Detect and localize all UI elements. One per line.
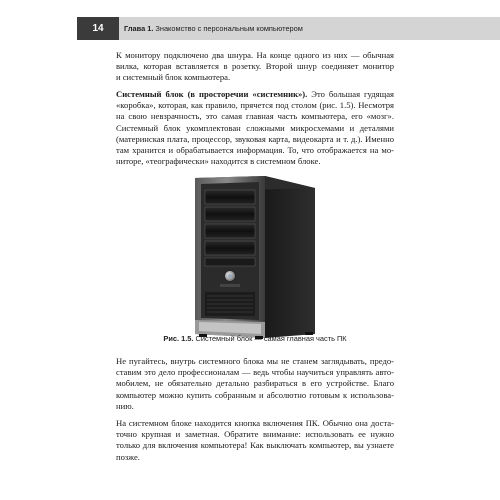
text-line: (материнская плата, процессор, звуковая карта, видеокарта и т. д.). Именно bbox=[116, 133, 394, 144]
text-line: Системный блок укомплектован сложными микросхемами и деталями bbox=[116, 122, 394, 133]
text-line: на свою невзрачность, это самая главная часть компьютера, его «мозг». bbox=[116, 111, 394, 122]
text-line: там хранится и обрабатывается информация. То, что отображается на мо- bbox=[116, 145, 394, 156]
text-line: «коробка», которая, как правило, прячется под столом (рис. 1.5). Несмотря bbox=[116, 100, 394, 111]
paragraph-power-button bbox=[116, 418, 394, 463]
text-line: ниторе, «теографически» находится в системном блоке. bbox=[116, 156, 321, 167]
text-line: К монитору подключено два шнура. На конце одного из них — обычная bbox=[116, 50, 394, 60]
text-line: точно крупная и заметная. Обратите внимание: использовать ее нужно bbox=[116, 429, 394, 440]
text-line: только для включения компьютера! Как выключать компьютер, вы узнаете bbox=[116, 440, 394, 451]
text-line: На системном блоке находится кнопка включения ПК. Обычно она доста- bbox=[116, 418, 394, 428]
figure-caption bbox=[116, 334, 394, 343]
figure-system-unit bbox=[185, 170, 325, 342]
paragraph-system-unit bbox=[116, 89, 394, 167]
text-line: Не пугайтесь, внутрь системного блока мы не станем заглядывать, предо- bbox=[116, 356, 394, 366]
running-header-title bbox=[124, 17, 303, 40]
figure-caption-text: Системный блок — самая главная часть ПК bbox=[195, 334, 347, 343]
chapter-title: Знакомство с персональным компьютером bbox=[155, 24, 303, 33]
text-line bbox=[116, 89, 394, 100]
paragraph-monitor-cables bbox=[116, 50, 394, 84]
text-line: компьютер можно купить собранным и абсолютно готовым к использова- bbox=[116, 389, 394, 400]
text-line: позже. bbox=[116, 451, 140, 462]
page-number: 14 bbox=[77, 17, 119, 40]
paragraph-dont-worry bbox=[116, 356, 394, 412]
paragraph-lead: Системный блок (в просторечии «системник»). bbox=[116, 89, 308, 99]
text-line: ставим это дело профессионалам — ведь чтобы научиться управлять авто- bbox=[116, 367, 394, 378]
text-line: мобилем, не обязательно детально разбираться в его устройстве. Благо bbox=[116, 378, 394, 389]
text-line: и системный блок компьютера. bbox=[116, 72, 231, 83]
chapter-label: Глава 1. bbox=[124, 24, 154, 33]
figure-label: Рис. 1.5. bbox=[163, 334, 194, 343]
text-line-rest: Это большая гудящая bbox=[307, 89, 394, 99]
pc-tower-illustration bbox=[185, 170, 325, 342]
text-line: вилка, которая вставляется в розетку. Второй шнур соединяет монитор bbox=[116, 61, 394, 72]
text-line: нию. bbox=[116, 400, 134, 411]
